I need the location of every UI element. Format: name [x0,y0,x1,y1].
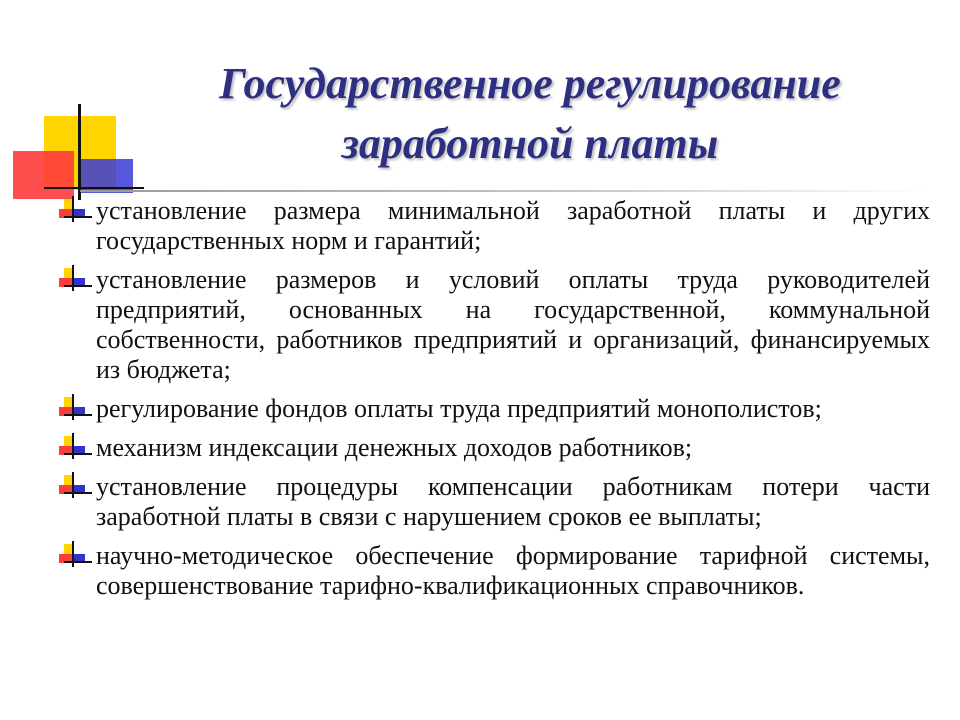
list-item [56,433,936,463]
list-item [56,394,936,424]
title-divider [80,190,930,192]
deco-vertical-line [78,104,81,200]
bullet-icon [56,433,96,463]
bullet-icon [56,196,96,226]
list-item-text: научно-методическое обеспечение формирование тарифной системы, совершенствование тарифно-квалификационных справочников. [96,541,930,600]
list-item [56,472,936,532]
deco-horizontal-line [44,187,144,189]
red-square [13,151,74,199]
bullet-list [56,196,936,610]
list-item [56,265,936,385]
list-item-text: механизм индексации денежных доходов работников; [96,433,693,462]
list-item-text: установление размеров и условий оплаты труда руководителей предприятий, основанных на государственной, коммунальной собственности, работников предприятий и организаций, финансируемых из бюджета; [96,265,930,384]
title-line-2: заработной платы [341,119,719,168]
corner-decoration-icon [0,0,140,200]
list-item [56,541,936,601]
list-item-text: установление процедуры компенсации работникам потери части заработной платы в связи с нарушением сроков ее выплаты; [96,472,930,531]
slide-title [140,54,920,174]
list-item-text: регулирование фондов оплаты труда предприятий монополистов; [96,394,822,423]
bullet-icon [56,394,96,424]
bullet-icon [56,472,96,502]
list-item [56,196,936,256]
bullet-icon [56,541,96,571]
list-item-text: установление размера минимальной заработной платы и других государственных норм и гарантий; [96,196,930,255]
title-line-1: Государственное регулирование [219,59,841,108]
bullet-icon [56,265,96,295]
